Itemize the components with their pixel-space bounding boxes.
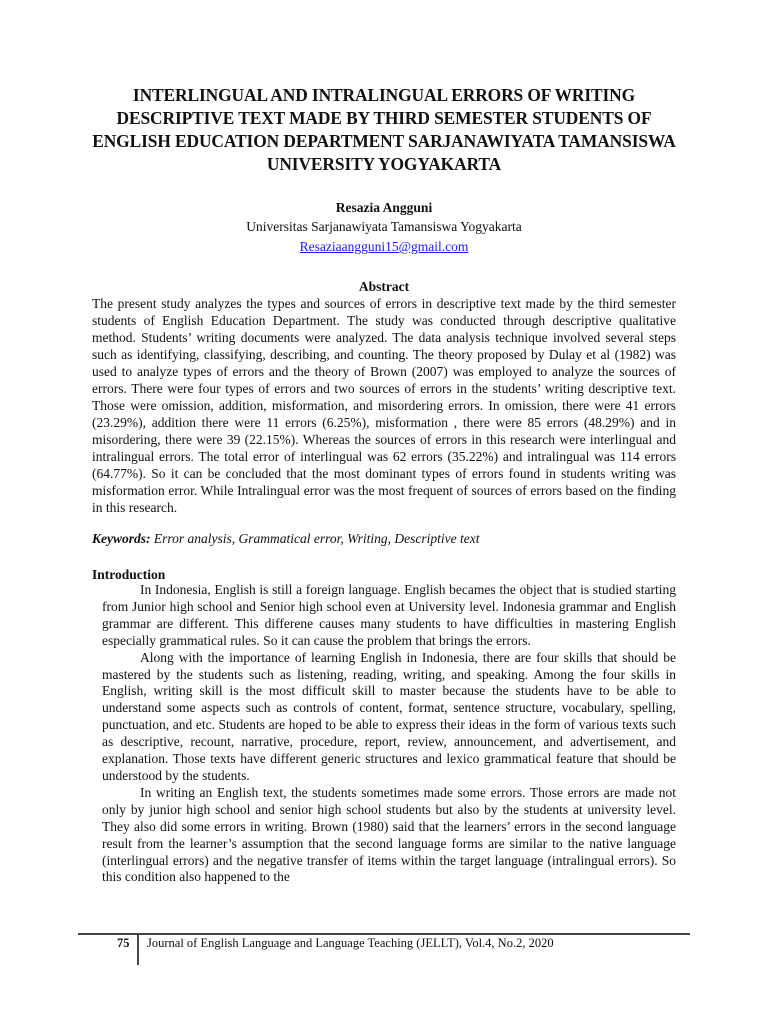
footer-rule <box>78 933 690 935</box>
abstract-body: The present study analyzes the types and sources of errors in descriptive text made by the third semester students of English Education Department. The study was conducted through descriptive qualitative method. Students’ writing documents were analyzed. The data analysis technique involved several steps such as identifying, classifying, describing, and counting. The theory proposed by Dulay et al (1982) was used to analyze types of errors and the theory of Brown (2007) was employed to analyze the sources of errors. There were four types of errors and two sources of errors in the students’ writing descriptive text. Those were omission, addition, misformation, and misordering errors. In omission, there were 41 errors (23.29%), addition there were 11 errors (6.25%), misformation , there were 85 errors (48.29%) and in misordering, there were 39 (22.15%). Whereas the sources of errors in this research were interlingual and intralingual errors. The total error of interlingual was 62 errors (35.22%) and intralingual was 114 errors (64.77%). So it can be concluded that the most dominant types of errors found in students writing was misformation error. While Intralingual error was the most frequent of sources of errors based on the finding in this research. <box>92 296 676 515</box>
introduction-body <box>102 582 676 886</box>
footer-divider <box>137 935 139 965</box>
keywords-list: Error analysis, Grammatical error, Writing, Descriptive text <box>153 531 480 546</box>
keywords-label: Keywords: <box>92 531 151 546</box>
paper-title: INTERLINGUAL AND INTRALINGUAL ERRORS OF WRITING DESCRIPTIVE TEXT MADE BY THIRD SEMESTER STUDENTS OF ENGLISH EDUCATION DEPARTMENT SARJANAWIYATA TAMANSISWA UNIVERSITY YOGYAKARTA <box>92 85 676 174</box>
intro-paragraph: Along with the importance of learning English in Indonesia, there are four skills that should be mastered by the students such as listening, reading, writing, and speaking. Among the four skills in English, writing skill is the most difficult skill to master because the students have to be able to understand some aspects such as controls of content, format, sentence structure, vocabulary, spelling, punctuation, and etc. Students are hoped to be able to express their ideas in the form of various texts such as descriptive, recount, narrative, procedure, report, review, announcement, and advertisement, and explanation. Those texts have different generic structures and lexico grammatical feature that should be understood by the students. <box>102 649 676 783</box>
author-email-link[interactable]: Resaziaangguni15@gmail.com <box>299 239 469 254</box>
introduction-heading: Introduction <box>92 567 166 582</box>
keywords-line <box>92 530 676 547</box>
journal-citation: Journal of English Language and Language Teaching (JELLT), Vol.4, No.2, 2020 <box>147 936 554 950</box>
author-name: Resazia Angguni <box>335 200 433 215</box>
abstract-heading: Abstract <box>358 279 410 294</box>
intro-paragraph: In Indonesia, English is still a foreign language. English becames the object that is studied starting from Junior high school and Senior high school even at University level. Indonesia grammar and English grammar are different. This differene causes many students to have difficulties in mastering English especially grammatical rules. So it can cause the problem that brings the errors. <box>102 582 676 648</box>
intro-paragraph: In writing an English text, the students sometimes made some errors. Those errors are made not only by junior high school and senior high school students but also by the students at university level. They also did some errors in writing. Brown (1980) said that the learners’ errors in the second language result from the learner’s assumption that the second language forms are similar to the native language (interlingual errors) and the negative transfer of items within the target language (intralingual errors). So this condition also happened to the <box>102 784 676 885</box>
author-email-line <box>90 238 678 256</box>
page-number: 75 <box>117 936 130 950</box>
author-affiliation: Universitas Sarjanawiyata Tamansiswa Yogyakarta <box>246 219 522 234</box>
